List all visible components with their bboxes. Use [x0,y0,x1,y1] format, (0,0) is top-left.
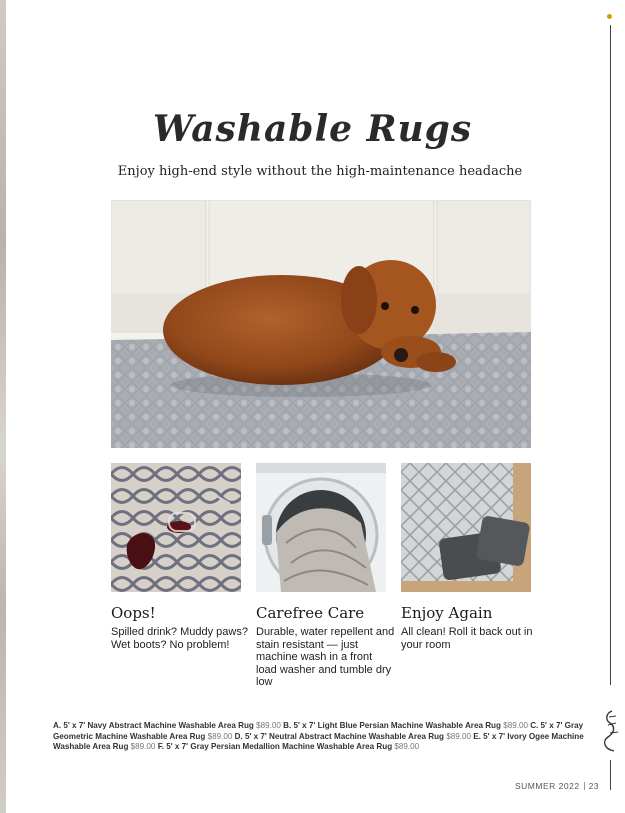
feature-body: All clean! Roll it back out in your room [401,626,533,651]
feature-heading: Carefree Care [256,604,365,622]
photo-clean-rug-with-pillows [401,463,531,592]
photo-spill-on-rug [111,463,241,592]
product-item: A. 5' x 7' Navy Abstract Machine Washable Area Rug $89.00 [53,721,281,730]
page-subtitle: Enjoy high-end style without the high-maintenance headache [117,164,523,179]
feature-heading: Enjoy Again [401,604,493,622]
solution-script-logo-icon [596,705,624,755]
feature-carefree-care [256,604,396,689]
feature-body: Spilled drink? Muddy paws? Wet boots? No problem! [111,626,248,651]
feature-body: Durable, water repellent and stain resistant — just machine wash in a front load washer and tumble dry low [256,626,395,688]
photo-rug-in-washer [256,463,386,592]
feature-oops [111,604,251,651]
issue-label: SUMMER 2022 [515,781,580,791]
product-price: $89.00 [446,731,472,741]
right-vertical-rule-bottom [610,760,611,790]
page-footer [515,781,599,791]
product-price: $89.00 [503,721,528,730]
product-item: F. 5' x 7' Gray Persian Medallion Machine Washable Area Rug $89.00 [157,742,420,751]
corner-dot [607,14,612,19]
page-number: 23 [588,781,600,791]
product-price: $89.00 [394,742,420,751]
product-item: E. 5' x 7' Ivory Ogee Machine Washable Area Rug $89.00 [53,731,584,751]
product-item: C. 5' x 7' Gray Geometric Machine Washable Area Rug $89.00 [53,721,584,741]
hero-photo-dog-on-rug [111,200,531,448]
product-list [53,721,598,753]
feature-enjoy-again [401,604,541,651]
product-price: $89.00 [130,742,156,751]
feature-heading: Oops! [111,604,156,622]
page-title: Washable Rugs [152,108,473,150]
product-price: $89.00 [207,731,233,741]
product-item: D. 5' x 7' Neutral Abstract Machine Washable Area Rug $89.00 [234,731,472,741]
footer-divider [584,782,585,790]
product-price: $89.00 [256,721,281,730]
product-item: B. 5' x 7' Light Blue Persian Machine Washable Area Rug $89.00 [283,721,528,730]
